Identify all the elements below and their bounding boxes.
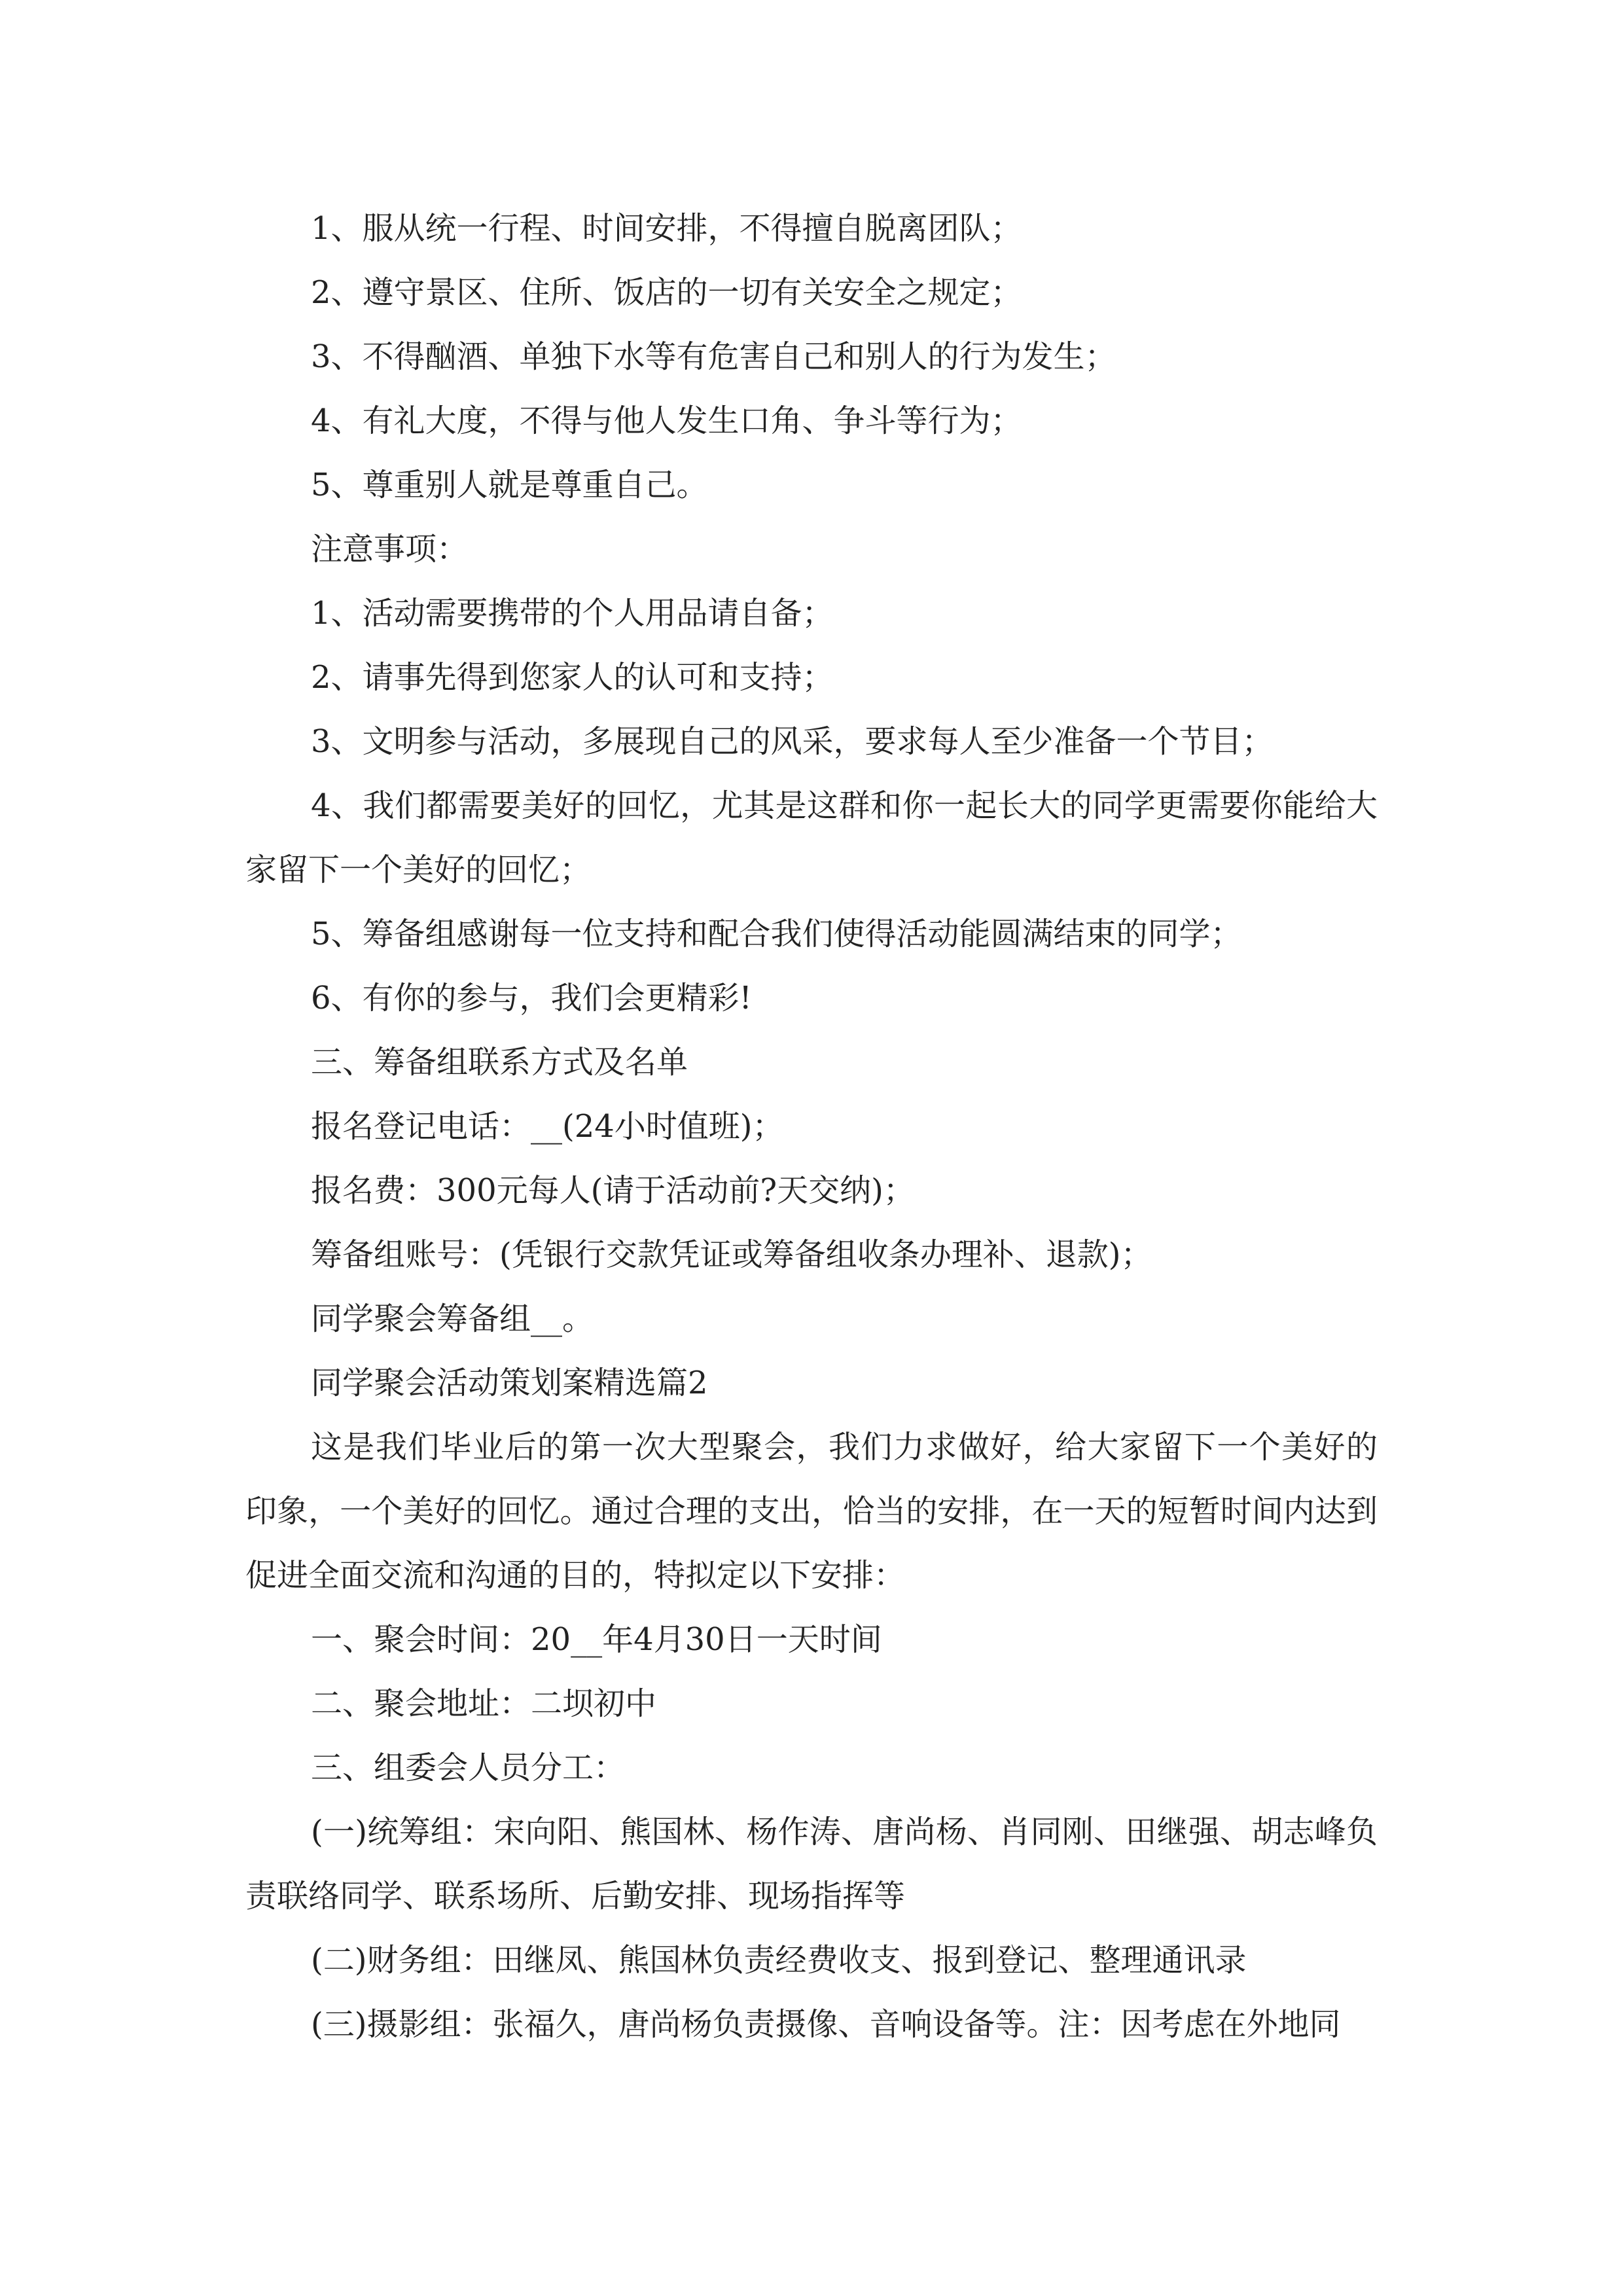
note-5: 5、筹备组感谢每一位支持和配合我们使得活动能圆满结束的同学； — [311, 916, 1242, 952]
signup-fee: 报名费：300元每人(请于活动前?天交纳)； — [311, 1172, 915, 1209]
committee-account: 筹备组账号：(凭银行交款凭证或筹备组收条办理补、退款)； — [311, 1236, 1152, 1273]
role-coordination: (一)统筹组：宋向阳、熊国林、杨作涛、唐尚杨、肖同刚、田继强、胡志峰负责联络同学、联系场所、后勤安排、现场指挥等 — [245, 1814, 1378, 1914]
reunion-location: 二、聚会地址：二坝初中 — [311, 1685, 657, 1722]
rule-1: 1、服从统一行程、时间安排，不得擅自脱离团队； — [311, 210, 1022, 247]
note-3: 3、文明参与活动，多展现自己的风采，要求每人至少准备一个节目； — [311, 723, 1274, 760]
rule-5: 5、尊重别人就是尊重自己。 — [311, 467, 708, 503]
note-1: 1、活动需要携带的个人用品请自备； — [311, 595, 834, 632]
role-finance: (二)财务组：田继凤、熊国林负责经费收支、报到登记、整理通讯录 — [311, 1942, 1247, 1979]
notes-heading: 注意事项： — [311, 531, 469, 567]
rule-4: 4、有礼大度，不得与他人发生口角、争斗等行为； — [311, 403, 1022, 439]
rule-2: 2、遵守景区、住所、饭店的一切有关安全之规定； — [311, 274, 1022, 311]
note-6: 6、有你的参与，我们会更精彩! — [311, 980, 752, 1016]
rule-3: 3、不得酗酒、单独下水等有危害自己和别人的行为发生； — [311, 338, 1116, 375]
note-2: 2、请事先得到您家人的认可和支持； — [311, 659, 834, 696]
note-4: 4、我们都需要美好的回忆，尤其是这群和你一起长大的同学更需要你能给大家留下一个美好的回忆； — [245, 787, 1378, 888]
document-body — [245, 196, 1378, 2056]
reunion-time: 一、聚会时间：20__年4月30日一天时间 — [311, 1621, 882, 1658]
article-2-title: 同学聚会活动策划案精选篇2 — [311, 1365, 708, 1401]
role-photography: (三)摄影组：张福久，唐尚杨负责摄像、音响设备等。注：因考虑在外地同 — [311, 2006, 1341, 2043]
committee-roles-heading: 三、组委会人员分工： — [311, 1749, 626, 1786]
section-contact-heading: 三、筹备组联系方式及名单 — [311, 1044, 688, 1081]
signup-phone: 报名登记电话：__(24小时值班)； — [311, 1108, 784, 1145]
intro-paragraph: 这是我们毕业后的第一次大型聚会，我们力求做好，给大家留下一个美好的印象，一个美好的回忆。通过合理的支出，恰当的安排，在一天的短暂时间内达到促进全面交流和沟通的目的，特拟定以下安排： — [245, 1429, 1378, 1594]
committee-signature: 同学聚会筹备组__。 — [311, 1300, 594, 1337]
